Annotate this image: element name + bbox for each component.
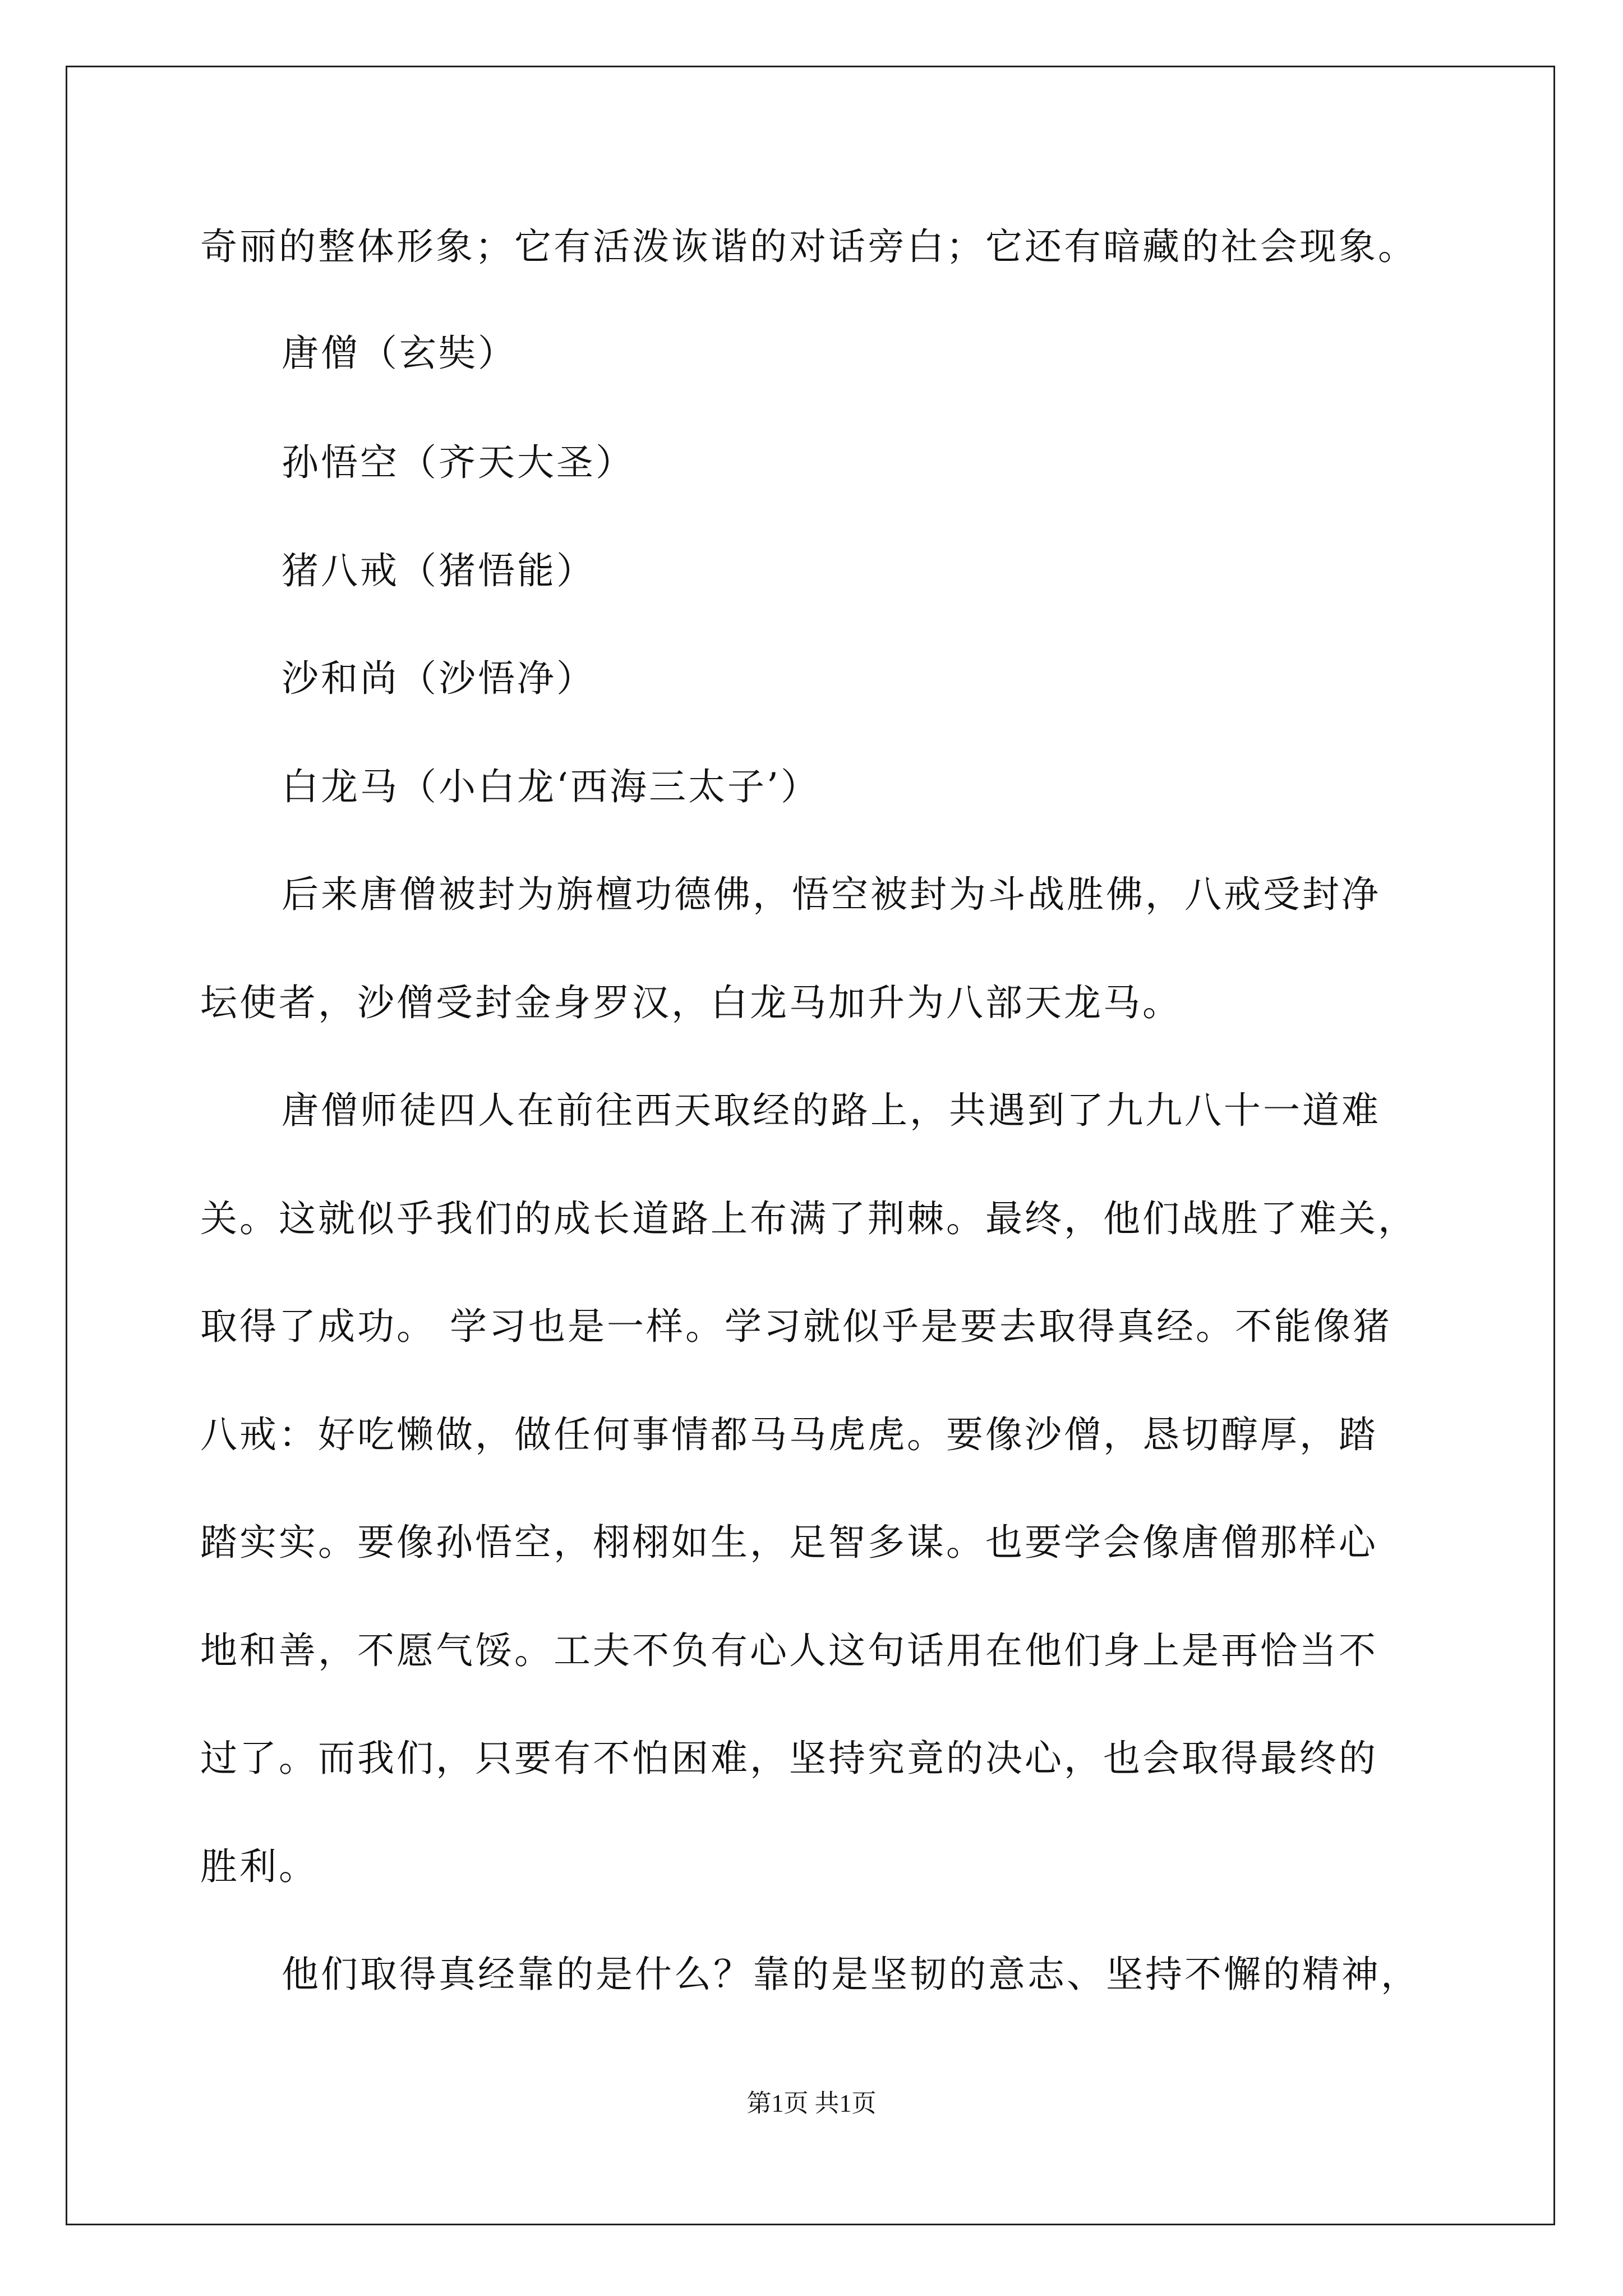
text-line: 他们取得真经靠的是什么？靠的是坚韧的意志、坚持不懈的精神，: [282, 1953, 1420, 1996]
text-line: 坛使者，沙僧受封金身罗汉，白龙马加升为八部天龙马。: [200, 981, 1182, 1024]
text-line: 孙悟空（齐天大圣）: [282, 441, 635, 484]
text-line: 唐僧（玄奘）: [282, 332, 517, 375]
text-line: 过了。而我们，只要有不怕困难，坚持究竟的决心，也会取得最终的: [200, 1737, 1378, 1780]
text-line: 后来唐僧被封为旃檀功德佛，悟空被封为斗战胜佛，八戒受封净: [282, 873, 1381, 916]
text-line: 取得了成功。 学习也是一样。学习就似乎是要去取得真经。不能像猪: [200, 1305, 1392, 1348]
text-line: 八戒：好吃懒做，做任何事情都马马虎虎。要像沙僧，恳切醇厚，踏: [200, 1413, 1378, 1456]
text-line: 胜利。: [200, 1845, 318, 1888]
page-footer: 第1页 共1页: [746, 2090, 877, 2117]
page-border: [66, 66, 1555, 2225]
text-line: 白龙马（小白龙‘西海三太子’）: [282, 765, 820, 808]
text-line: 沙和尚（沙悟净）: [282, 657, 596, 700]
text-line: 奇丽的整体形象；它有活泼诙谐的对话旁白；它还有暗藏的社会现象。: [200, 225, 1417, 268]
text-line: 地和善，不愿气馁。工夫不负有心人这句话用在他们身上是再恰当不: [200, 1629, 1378, 1672]
text-line: 唐僧师徒四人在前往西天取经的路上，共遇到了九九八十一道难: [282, 1089, 1381, 1132]
text-line: 猪八戒（猪悟能）: [282, 549, 596, 592]
text-line: 踏实实。要像孙悟空，栩栩如生，足智多谋。也要学会像唐僧那样心: [200, 1521, 1378, 1564]
text-line: 关。这就似乎我们的成长道路上布满了荆棘。最终，他们战胜了难关，: [200, 1197, 1417, 1240]
